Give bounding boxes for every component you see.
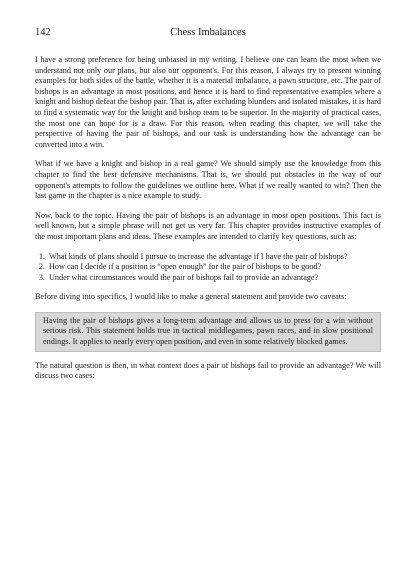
- paragraph-back-to-topic: Now, back to the topic. Having the pair of bishops is an advantage in most open positions. This fact is well known, but a simple phrase will not get us very far. This chapter provides instructive examples of the most important plans and ideas. These examples are intended to clarify key questions, such as:: [35, 210, 381, 241]
- general-statement-text: Having the pair of bishops gives a long-term advantage and allows us to press for a win without serious risk. This statement holds true in tactical middlegames, pawn races, and in slow positional endings. It applies to nearly every open position, and even in some relatively blocked games.: [43, 315, 373, 347]
- paragraph-knight-and-bishop: What if we have a knight and bishop in a real game? We should simply use the knowledge from this chapter to find the best defensive mechanisms. That is, we should put obstacles in the way of our opponent's attempts to follow the guidelines we outline here. What if we really wanted to win? Then the last game in the chapter is a nice example to study.: [35, 159, 381, 201]
- paragraph-unbiased: I have a strong preference for being unbiased in my writing. I believe one can learn the most when we understand not only our plans, but also our opponent's. For this reason, I always try to present winning examples for both sides of the battle, whether it is a material imbalance, a pawn structure, etc. The pair of bishops is an advantage in most positions, and hence it is hard to find representative examples where a knight and bishop defeat the bishop pair. That is, after excluding blunders and isolated mistakes, it is hard to find a systematic way for the knight and bishop team to be superior. In the majority of practical cases, the most one can hope for is a draw. For this reason, when reading this chapter, we will take the perspective of having the pair of bishops, and our task is understanding how the advantage can be converted into a win.: [35, 55, 381, 149]
- key-questions-list: [35, 252, 381, 284]
- question-item: 3. Under what circumstances would the pair of bishops fail to provide an advantage?: [47, 273, 381, 284]
- question-item: 2. How can I decide if a position is “open enough” for the pair of bishops to be good?: [47, 262, 381, 273]
- question-item: 1. What kinds of plans should I pursue to increase the advantage if I have the pair of bishops?: [47, 252, 381, 263]
- running-title: Chess Imbalances: [170, 27, 246, 38]
- general-statement-box: [35, 312, 381, 352]
- paragraph-natural-question: The natural question is then, in what context does a pair of bishops fail to provide an advantage? We will discuss two cases:: [35, 360, 381, 381]
- page-number: 142: [35, 27, 51, 38]
- page-body: [35, 55, 381, 391]
- paragraph-before-specifics: Before diving into specifics, I would like to make a general statement and provide two caveats:: [35, 292, 347, 302]
